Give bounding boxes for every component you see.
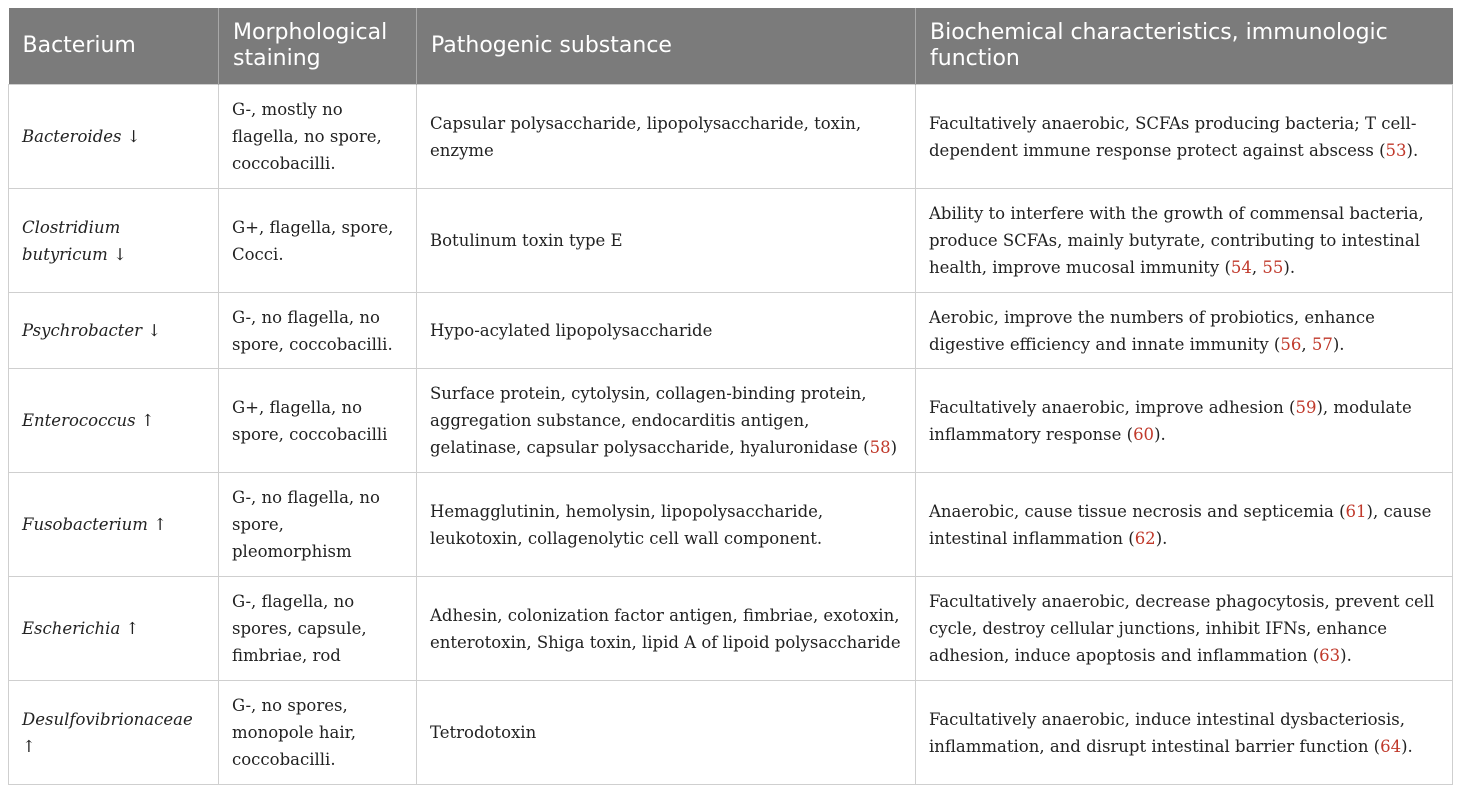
header-row bbox=[9, 8, 1453, 85]
table-row bbox=[9, 577, 1453, 681]
bacterium-cell bbox=[9, 473, 219, 577]
bacterium-name: Bacteroides bbox=[22, 127, 122, 146]
staining-cell: G+, flagella, spore, Cocci. bbox=[219, 189, 417, 293]
bacterium-cell bbox=[9, 85, 219, 189]
bacterium-name: Psychrobacter bbox=[22, 321, 143, 340]
citation-link[interactable]: 55 bbox=[1262, 258, 1284, 277]
function-cell bbox=[916, 681, 1453, 785]
table-row bbox=[9, 189, 1453, 293]
citation-link[interactable]: 60 bbox=[1133, 424, 1155, 444]
citation-link[interactable]: 64 bbox=[1380, 736, 1402, 756]
bacterium-cell bbox=[9, 681, 219, 785]
bacterium-cell bbox=[9, 293, 219, 369]
trend-arrow: ↓ bbox=[113, 244, 127, 264]
table-row bbox=[9, 473, 1453, 577]
substance-text: Surface protein, cytolysin, collagen-binding protein, aggregation substance, endocarditis antigen, gelatinase, capsular polysaccharide, hyaluronidase ( bbox=[430, 384, 870, 457]
function-end: ). bbox=[1332, 334, 1345, 354]
substance-cell bbox=[417, 369, 916, 473]
function-text: Facultatively anaerobic, decrease phagocytosis, prevent cell cycle, destroy cellular junctions, inhibit IFNs, enhance adhesion, induce apoptosis and inflammation ( bbox=[929, 592, 1435, 665]
trend-arrow: ↑ bbox=[153, 515, 168, 534]
trend-arrow: ↑ bbox=[22, 736, 36, 756]
bacterium-cell bbox=[9, 189, 219, 293]
citation-link[interactable]: 63 bbox=[1319, 646, 1341, 665]
function-end: ). bbox=[1401, 736, 1413, 756]
bacteria-table bbox=[8, 8, 1453, 785]
table-row bbox=[9, 85, 1453, 189]
staining-cell: G-, no spores, monopole hair, coccobacilli. bbox=[219, 681, 417, 785]
table-row bbox=[9, 681, 1453, 785]
substance-cell: Adhesin, colonization factor antigen, fimbriae, exotoxin, enterotoxin, Shiga toxin, lipid A of lipoid polysaccharide bbox=[417, 577, 916, 681]
function-end: ). bbox=[1154, 424, 1166, 444]
citation-link[interactable]: 59 bbox=[1295, 397, 1317, 417]
bacterium-cell bbox=[9, 369, 219, 473]
function-cell bbox=[916, 577, 1453, 681]
citation-link[interactable]: 56 bbox=[1280, 334, 1302, 354]
function-cell: Ability to interfere with the growth of commensal bacteria, produce SCFAs, mainly butyrate, contributing to intestinal health, improve mucosal immunity (54, 55). bbox=[916, 189, 1453, 293]
citation-link[interactable]: 54 bbox=[1230, 258, 1252, 277]
bacterium-name: Clostridium butyricum bbox=[22, 217, 121, 264]
substance-cell: Botulinum toxin type E bbox=[417, 189, 916, 293]
function-cell bbox=[916, 473, 1453, 577]
bacterium-cell bbox=[9, 577, 219, 681]
citation-link[interactable]: 53 bbox=[1385, 140, 1407, 160]
header-biochemical-function: Biochemical characteristics, immunologic function bbox=[916, 8, 1453, 85]
function-text: Anaerobic, cause tissue necrosis and septicemia ( bbox=[929, 501, 1346, 521]
staining-cell: G-, no flagella, no spore, coccobacilli. bbox=[219, 293, 417, 369]
header-morphological-staining: Morphological staining bbox=[219, 8, 417, 85]
staining-cell: G-, mostly no flagella, no spore, coccobacilli. bbox=[219, 85, 417, 189]
function-cell: Aerobic, improve the numbers of probiotics, enhance digestive efficiency and innate immunity (56, 57). bbox=[916, 293, 1453, 369]
function-text: Aerobic, improve the numbers of probiotics, enhance digestive efficiency and innate immunity ( bbox=[929, 307, 1375, 354]
function-text: Facultatively anaerobic, SCFAs producing bacteria; T cell-dependent immune response protect against abscess ( bbox=[929, 113, 1417, 160]
function-cell bbox=[916, 369, 1453, 473]
bacterium-name: Enterococcus bbox=[22, 411, 136, 430]
function-end: ). bbox=[1283, 258, 1296, 277]
substance-cell: Hypo-acylated lipopolysaccharide bbox=[417, 293, 916, 369]
bacterium-name: Fusobacterium bbox=[22, 515, 148, 534]
function-text: ), modulate inflammatory response ( bbox=[929, 397, 1412, 444]
substance-cell: Tetrodotoxin bbox=[417, 681, 916, 785]
trend-arrow: ↓ bbox=[126, 127, 141, 146]
function-cell bbox=[916, 85, 1453, 189]
function-end: ). bbox=[1155, 528, 1168, 548]
staining-cell: G+, flagella, no spore, coccobacilli bbox=[219, 369, 417, 473]
bacterium-name: Escherichia bbox=[22, 619, 121, 638]
function-end: ). bbox=[1406, 140, 1419, 160]
citation-link[interactable]: 57 bbox=[1311, 334, 1333, 354]
citation-link[interactable]: 61 bbox=[1345, 501, 1367, 521]
trend-arrow: ↓ bbox=[147, 321, 162, 340]
header-pathogenic-substance: Pathogenic substance bbox=[417, 8, 916, 85]
function-text: Facultatively anaerobic, improve adhesion ( bbox=[929, 397, 1296, 417]
citation-link[interactable]: 62 bbox=[1134, 528, 1156, 548]
table-row bbox=[9, 293, 1453, 369]
substance-cell: Capsular polysaccharide, lipopolysaccharide, toxin, enzyme bbox=[417, 85, 916, 189]
header-bacterium: Bacterium bbox=[9, 8, 219, 85]
table-row bbox=[9, 369, 1453, 473]
substance-cell: Hemagglutinin, hemolysin, lipopolysaccharide, leukotoxin, collagenolytic cell wall component. bbox=[417, 473, 916, 577]
function-text: ), cause intestinal inflammation ( bbox=[929, 501, 1432, 548]
substance-end: ) bbox=[890, 438, 898, 457]
staining-cell: G-, no flagella, no spore, pleomorphism bbox=[219, 473, 417, 577]
function-text: Facultatively anaerobic, induce intestinal dysbacteriosis, inflammation, and disrupt intestinal barrier function ( bbox=[929, 709, 1406, 756]
staining-cell: G-, flagella, no spores, capsule, fimbriae, rod bbox=[219, 577, 417, 681]
function-text: Ability to interfere with the growth of commensal bacteria, produce SCFAs, mainly butyrate, contributing to intestinal health, improve mucosal immunity ( bbox=[929, 204, 1424, 277]
trend-arrow: ↑ bbox=[140, 411, 155, 430]
trend-arrow: ↑ bbox=[125, 619, 140, 638]
function-end: ). bbox=[1340, 646, 1352, 665]
citation-link[interactable]: 58 bbox=[869, 438, 891, 457]
bacterium-name: Desulfovibrionaceae bbox=[22, 709, 193, 729]
